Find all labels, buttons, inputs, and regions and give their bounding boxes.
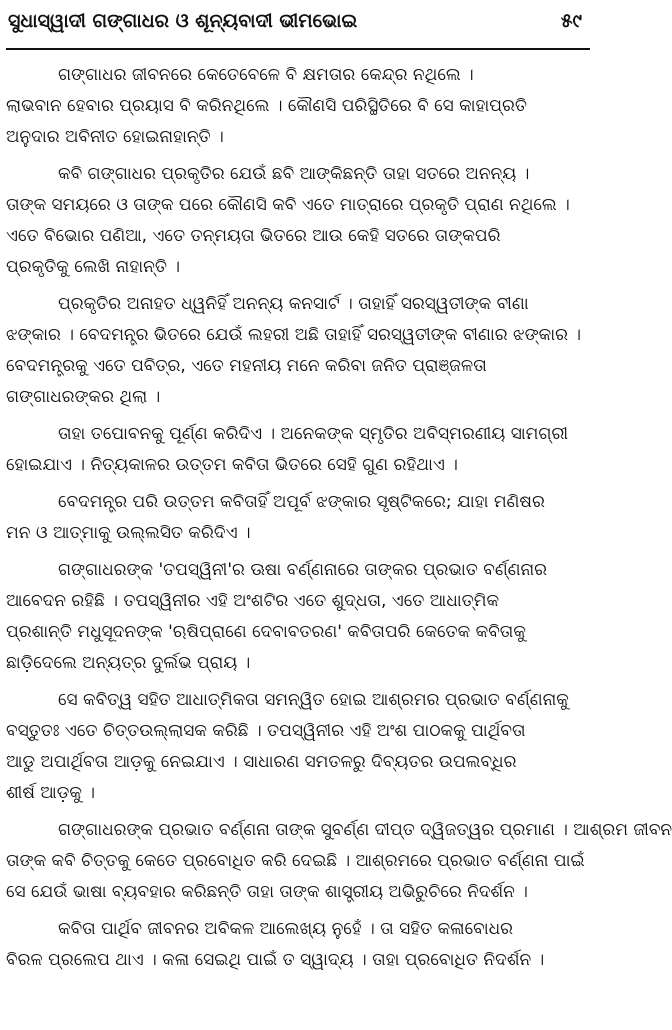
paragraph (6, 289, 590, 413)
text-line: ବସ୍ତୁତଃ ଏତେ ଚିତ୍ତଉଲ୍ଲାସକ କରିଛି । ତପସ୍ୱିନୀର ଏହି ଅଂଶ ପାଠକକୁ ପାର୍ଥିବତା (6, 721, 526, 741)
text-line: ବେଦମନ୍ତ୍ରକୁ ଏତେ ପବିତ୍ର, ଏତେ ମହନୀୟ ମନେ କରିବା ଜନିତ ପ୍ରାଞ୍ଜଳତା (6, 356, 487, 376)
paragraph (6, 555, 590, 679)
text-line: ସେ ଯେଉଁ ଭାଷା ବ୍ୟବହାର କରିଛନ୍ତି ତାହା ତାଙ୍କ ଶାସ୍ତ୍ରୀୟ ଅଭିରୁଚିରେ ନିଦର୍ଶନ । (6, 882, 528, 902)
text-line: କବିତା ପାର୍ଥିବ ଜୀବନର ଅବିକଳ ଆଲେଖ୍ୟ ନୁହେଁ । ତା ସହିତ କଳାବୋଧର (58, 919, 514, 939)
text-line: ଶୀର୍ଷ ଆଡ଼କୁ । (6, 783, 95, 803)
text-line: ହୋଇଯାଏ । ନିତ୍ୟକାଳର ଉତ୍ତମ କବିତା ଭିତରେ ସେହି ଗୁଣ ରହିଥାଏ । (6, 455, 458, 475)
text-line: ତାହା ତପୋବନକୁ ପୂର୍ଣ୍ଣ କରିଦିଏ । ଅନେକଙ୍କ ସ୍ମୃତିର ଅବିସ୍ମରଣୀୟ ସାମଗ୍ରୀ (58, 424, 569, 444)
text-line: ପ୍ରଶାନ୍ତି ମଧୁସୂଦନଙ୍କ 'ଋଷିପ୍ରାଣେ ଦେବାବତରଣ' କବିତାପରି କେତେକ କବିତାକୁ (6, 622, 526, 642)
running-title: ସୁଧାସ୍ୱାଦୀ ଗଙ୍ଗାଧର ଓ ଶୂନ୍ୟବାଦୀ ଭୀମଭୋଇ (8, 10, 358, 32)
text-line: ପ୍ରକୃତିକୁ ଲେଖି ନାହାନ୍ତି । (6, 257, 181, 277)
text-line: ପ୍ରକୃତିର ଅନାହତ ଧ୍ୱନିହିଁ ଅନନ୍ୟ କନସାର୍ଟ । ତାହାହିଁ ସରସ୍ୱତୀଙ୍କ ବୀଣା (58, 294, 529, 314)
text-line: ଗଙ୍ଗାଧରଙ୍କ 'ତପସ୍ୱିନୀ'ର ଊଷା ବର୍ଣ୍ଣନାରେ ତାଙ୍କର ପ୍ରଭାତ ବର୍ଣ୍ଣନାର (58, 560, 548, 580)
text-line: ବେଦମନ୍ତ୍ର ପରି ଉତ୍ତମ କବିତାହିଁ ଅପୂର୍ବ ଝଙ୍କାର ସୃଷ୍ଟିକରେ; ଯାହା ମଣିଷର (58, 492, 545, 512)
text-line: ଗଙ୍ଗାଧର ଜୀବନରେ କେତେବେଳେ ବି କ୍ଷମତାର କେନ୍ଦ୍ର ନଥିଲେ । (58, 65, 474, 85)
text-line: ଏତେ ବିଭୋର ପଣିଆ, ଏତେ ତନ୍ମୟତା ଭିତରେ ଆଉ କେହି ସତରେ ତାଙ୍କପରି (6, 226, 501, 246)
paragraph (6, 60, 590, 153)
text-line: ଆଡୁ ଅପାର୍ଥିବତା ଆଡ଼କୁ ନେଇଯାଏ । ସାଧାରଣ ସମତଳରୁ ଦିବ୍ୟତର ଉପଲବ୍ଧିର (6, 752, 517, 772)
text-line: କବି ଗଙ୍ଗାଧର ପ୍ରକୃତିର ଯେଉଁ ଛବି ଆଙ୍କିଛନ୍ତି ତାହା ସତରେ ଅନନ୍ୟ । (58, 164, 530, 184)
paragraph (6, 914, 590, 976)
paragraph (6, 815, 672, 908)
text-line: ଗଙ୍ଗାଧରଙ୍କର ଥିଲା । (6, 387, 161, 407)
text-line: ତାଙ୍କ କବି ଚିତ୍ତକୁ କେତେ ପ୍ରବୋଧିତ କରି ଦେଇଛି । ଆଶ୍ରମରେ ପ୍ରଭାତ ବର୍ଣ୍ଣନା ପାଇଁ (6, 851, 585, 871)
page-number: ୫୯ (560, 10, 582, 32)
text-line: ସେ କବିତ୍ୱ ସହିତ ଆଧାତ୍ମିକତା ସମନ୍ୱିତ ହୋଇ ଆଶ୍ରମର ପ୍ରଭାତ ବର୍ଣ୍ଣନାକୁ (58, 690, 569, 710)
text-line: ତାଙ୍କ ସମୟରେ ଓ ତାଙ୍କ ପରେ କୌଣସି କବି ଏତେ ମାତ୍ରାରେ ପ୍ରକୃତି ପ୍ରାଣ ନଥିଲେ । (6, 195, 570, 215)
text-line: ବିରଳ ପ୍ରଲେପ ଥାଏ । କଳା ସେଇଥି ପାଇଁ ତ ସ୍ୱାଦ୍ୟ । ତାହା ପ୍ରବୋଧିତ ନିଦର୍ଶନ । (6, 950, 545, 970)
paragraph (6, 419, 590, 481)
paragraph (6, 685, 590, 809)
paragraph (6, 159, 590, 283)
page-body (6, 60, 672, 976)
text-line: ଗଙ୍ଗାଧରଙ୍କ ପ୍ରଭାତ ବର୍ଣ୍ଣନା ତାଙ୍କ ସୁବର୍ଣ୍ଣ ଦୀପ୍ତ ଦ୍ୱିଜତ୍ୱର ପ୍ରମାଣ । ଆଶ୍ରମ ଜୀବନ (58, 820, 672, 840)
text-line: ଲାଭବାନ ହେବାର ପ୍ରୟାସ ବି କରିନଥିଲେ । କୌଣସି ପରିସ୍ଥିତିରେ ବି ସେ କାହାପ୍ରତି (6, 96, 528, 116)
text-line: ଛାଡ଼ିଦେଲେ ଅନ୍ୟତ୍ର ଦୁର୍ଲଭ ପ୍ରାୟ । (6, 653, 251, 673)
page-header (6, 0, 590, 50)
text-line: ଝଙ୍କାର । ବେଦମନ୍ତ୍ର ଭିତରେ ଯେଉଁ ଲହରୀ ଅଛି ତାହାହିଁ ସରସ୍ୱତୀଙ୍କ ବୀଣାର ଝଙ୍କାର । (6, 325, 582, 345)
text-line: ଅନୁଦାର ଅବିନୀତ ହୋଇନାହାନ୍ତି । (6, 127, 224, 147)
text-line: ଆବେଦନ ରହିଛି । ତପସ୍ୱିନୀର ଏହି ଅଂଶଟିର ଏତେ ଶୁଦ୍ଧତା, ଏତେ ଆଧାତ୍ମିକ (6, 591, 500, 611)
paragraph (6, 487, 590, 549)
text-line: ମନ ଓ ଆତ୍ମାକୁ ଉଲ୍ଲସିତ କରିଦିଏ । (6, 523, 251, 543)
